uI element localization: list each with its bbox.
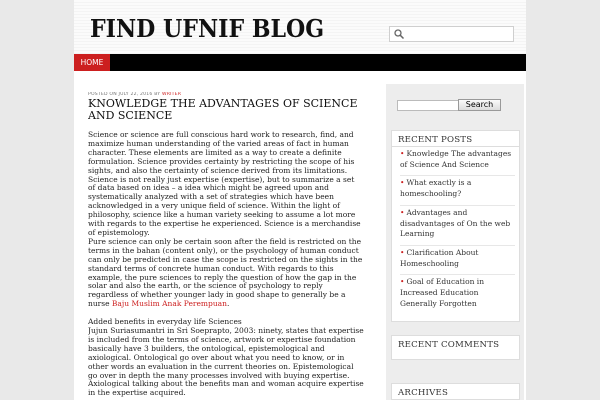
bullet-icon: • xyxy=(400,277,405,287)
post-author[interactable]: WRITER xyxy=(161,92,182,97)
recent-posts-widget xyxy=(391,130,520,322)
main-nav xyxy=(74,54,526,71)
page xyxy=(74,0,526,400)
sidebar-search-button[interactable]: Search xyxy=(458,99,501,111)
header-search-input[interactable] xyxy=(406,27,512,41)
recent-post-link[interactable]: Knowledge The advantages of Science And Science xyxy=(400,149,512,169)
recent-post-link[interactable]: Clarification About Homeschooling xyxy=(400,247,479,268)
post-paragraph: Added benefits in everyday life Sciences xyxy=(88,317,242,327)
bullet-icon: • xyxy=(400,149,405,158)
site-title[interactable]: FIND UFNIF BLOG xyxy=(90,14,325,43)
post-paragraph-end: . xyxy=(226,299,230,309)
post-body xyxy=(88,131,364,398)
recent-post-link[interactable]: Goal of Education in Increased Education Generally Forgotten xyxy=(400,277,485,308)
bullet-icon: • xyxy=(400,178,405,188)
post-paragraph xyxy=(88,238,364,309)
post-title[interactable]: KNOWLEDGE THE ADVANTAGES OF SCIENCE AND SCIENCE xyxy=(88,97,358,122)
recent-posts-title: RECENT POSTS xyxy=(392,131,519,147)
recent-comments-widget xyxy=(391,335,520,360)
post-paragraph: Jujun Suriasumantri in Sri Soeprapto, 2003: ninety, states that expertise is included from the terms of science, artwork or expertise foundation basically have 3 builders, the ontological, epistemological and axiological. Ontological go over about what you need to know, or in other words an evaluation in the current theories on. Epistemological go over in depth the many processes involved with buying expertise. Axiological talking about the benefits man and woman acquire expertise in the expertise acquired. xyxy=(88,326,364,398)
recent-post-link[interactable]: What exactly is a homeschooling? xyxy=(400,178,472,199)
nav-item-home[interactable]: HOME xyxy=(74,54,110,71)
recent-comments-title: RECENT COMMENTS xyxy=(398,340,500,350)
post-meta-by: BY xyxy=(152,92,162,97)
sidebar xyxy=(386,84,524,400)
recent-post-item[interactable] xyxy=(400,176,515,205)
post-date[interactable]: JULY 22, 2016 xyxy=(118,92,153,97)
search-icon xyxy=(393,28,405,40)
recent-post-link[interactable]: Advantages and disadvantages of On the web Learning xyxy=(400,207,511,239)
post-inline-link[interactable]: Baju Muslim Anak Perempuan xyxy=(111,299,227,309)
post-content xyxy=(88,92,368,400)
recent-post-item[interactable] xyxy=(400,206,515,246)
recent-post-item[interactable] xyxy=(400,275,515,314)
bullet-icon: • xyxy=(400,247,405,257)
masthead xyxy=(74,0,526,54)
archives-widget xyxy=(391,383,520,400)
archives-title: ARCHIVES xyxy=(392,384,519,400)
post-paragraph: Science or science are full conscious hard work to research, find, and maximize human understanding of the varied areas of fact in human character. These elements are limited as a way to create a definite formulation. Science provides certainty by restricting the scope of his sights, and also the certainty of science derived from its limitations. Science is not really just expertise (expertise), but to summarize a set of data based on idea – a idea which might be agreed upon and systematically analyzed with a set of strategies which have been acknowledged in a very unique field of science. Within the light of philosophy, science like a human variety seeking to assume a lot more with regards to the expertise he experienced. Science is a merchandise of epistemology. xyxy=(88,130,361,237)
post-paragraph-text: Pure science can only be certain soon after the field is restricted on the terms in the bahan (content only), or the psychology of human conduct can only be predicted in case the scope is restricted on the sights in the standard terms of concrete human conduct. With regards to this example, the pure sciences to reply the question of how the gap in the solar and also the earth, or the science of psychology to reply regardless of whether younger lady in good shape to generally be a nurse xyxy=(88,236,363,309)
recent-post-item[interactable] xyxy=(400,246,515,275)
recent-posts-list xyxy=(392,147,519,314)
header-search xyxy=(389,26,514,42)
post-meta-prefix: POSTED ON xyxy=(88,92,119,97)
recent-post-item[interactable] xyxy=(400,147,515,176)
bullet-icon: • xyxy=(400,207,405,217)
